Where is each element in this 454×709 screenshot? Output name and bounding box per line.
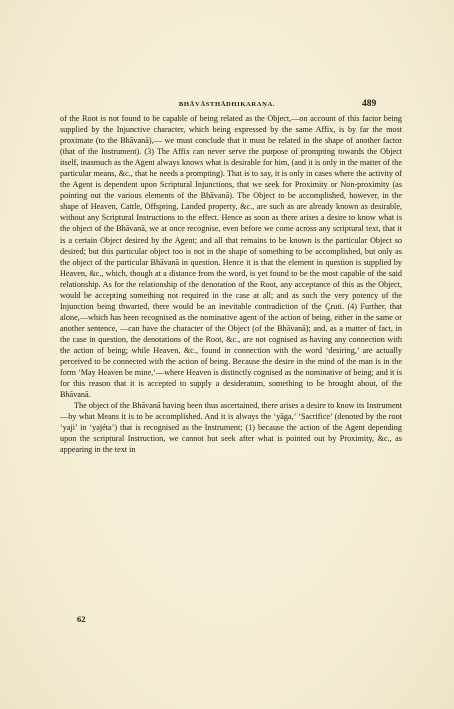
paragraph: of the Root is not found to be capable of being related as the Object,—on account of this factor being supplied by the Injunctive character, which being expressed by the same Affix, is by far the most proximate (to the Bhāvanā),— we must conclude that it must be related in the shape of another factor (that of the Instrument). (3) The Affix can never serve the purpose of prompting towards the Object itself, inasmuch as the Agent always knows what is desirable for him, (and it is only in the matter of the particular means, &c., that he needs a prompting). That is to say, it is only in cases where the activity of the Agent is dependent upon Scriptural Injunctions, that we seek for Proximity or Non-proximity (as pointing out the various elements of the Bhāvanā). The Object to be accomplished, however, in the shape of Heaven, Cattle, Offspring, Landed property, &c., are such as are already known as desirable, without any Scriptural Instructions to the effect. Hence as soon as there arises a desire to know what is the object of the Bhāvanā, we at once recognise, even before we come across any scriptural text, that it is a certain Object desired by the Agent; and all that remains to be known is the particular Object so desired; but this particular object too is not in the shape of something to be accomplished, but only as the object of the particular Bhāvanā in question. Hence it is that the element in question is supplied by Heaven, &c., which, though at a distance from the word, is yet found to be the most capable of the said relationship. As for the relationship of the denotation of the Root, any acceptance of this as the Object, would be accepting something not required in the case at all; and as such the very potency of the Injunction being thwarted, there would be an inevitable contradiction of the Çruti. (4) Further, that alone,—which has been recognised as the nominative agent of the action of being, either in the same or another sentence, —can have the character of the Object (of the Bhāvanā); and, as a matter of fact, in the case in question, the denotations of the Root, &c., are not cognised as having any connection with the action of being; while Heaven, &c., found in connection with the word ‘desiring,’ are actually perceived to be connected with the action of being. Because the desire in the mind of the man is in the form ‘May Heaven be mine,’—where Heaven is distinctly cognised as the nominative of being; and it is for this reason that it is accepted to supply a desideratum, something to be brought about, of the Bhāvanā. — [60, 114, 402, 400]
paragraph: The object of the Bhāvanā having been thus ascertained, there arises a desire to know its Instrument—by what Means it is to be accomplished. And it is always the ‘yāga,’ ‘Sacrifice’ (denoted by the root ‘yaji’ in ‘yajéta’) that is recognised as the Instrument; (1) because the action of the Agent depending upon the scriptural Instruction, we cannot but seek after what is pointed out by Proximity, &c., as appearing in the text in — [60, 401, 402, 455]
signature-mark: 62 — [77, 614, 86, 624]
running-title: BHĀVĀSTHĀDHIKARAṆA. — [178, 101, 276, 108]
body-text — [60, 113, 402, 455]
page-number: 489 — [362, 99, 377, 109]
